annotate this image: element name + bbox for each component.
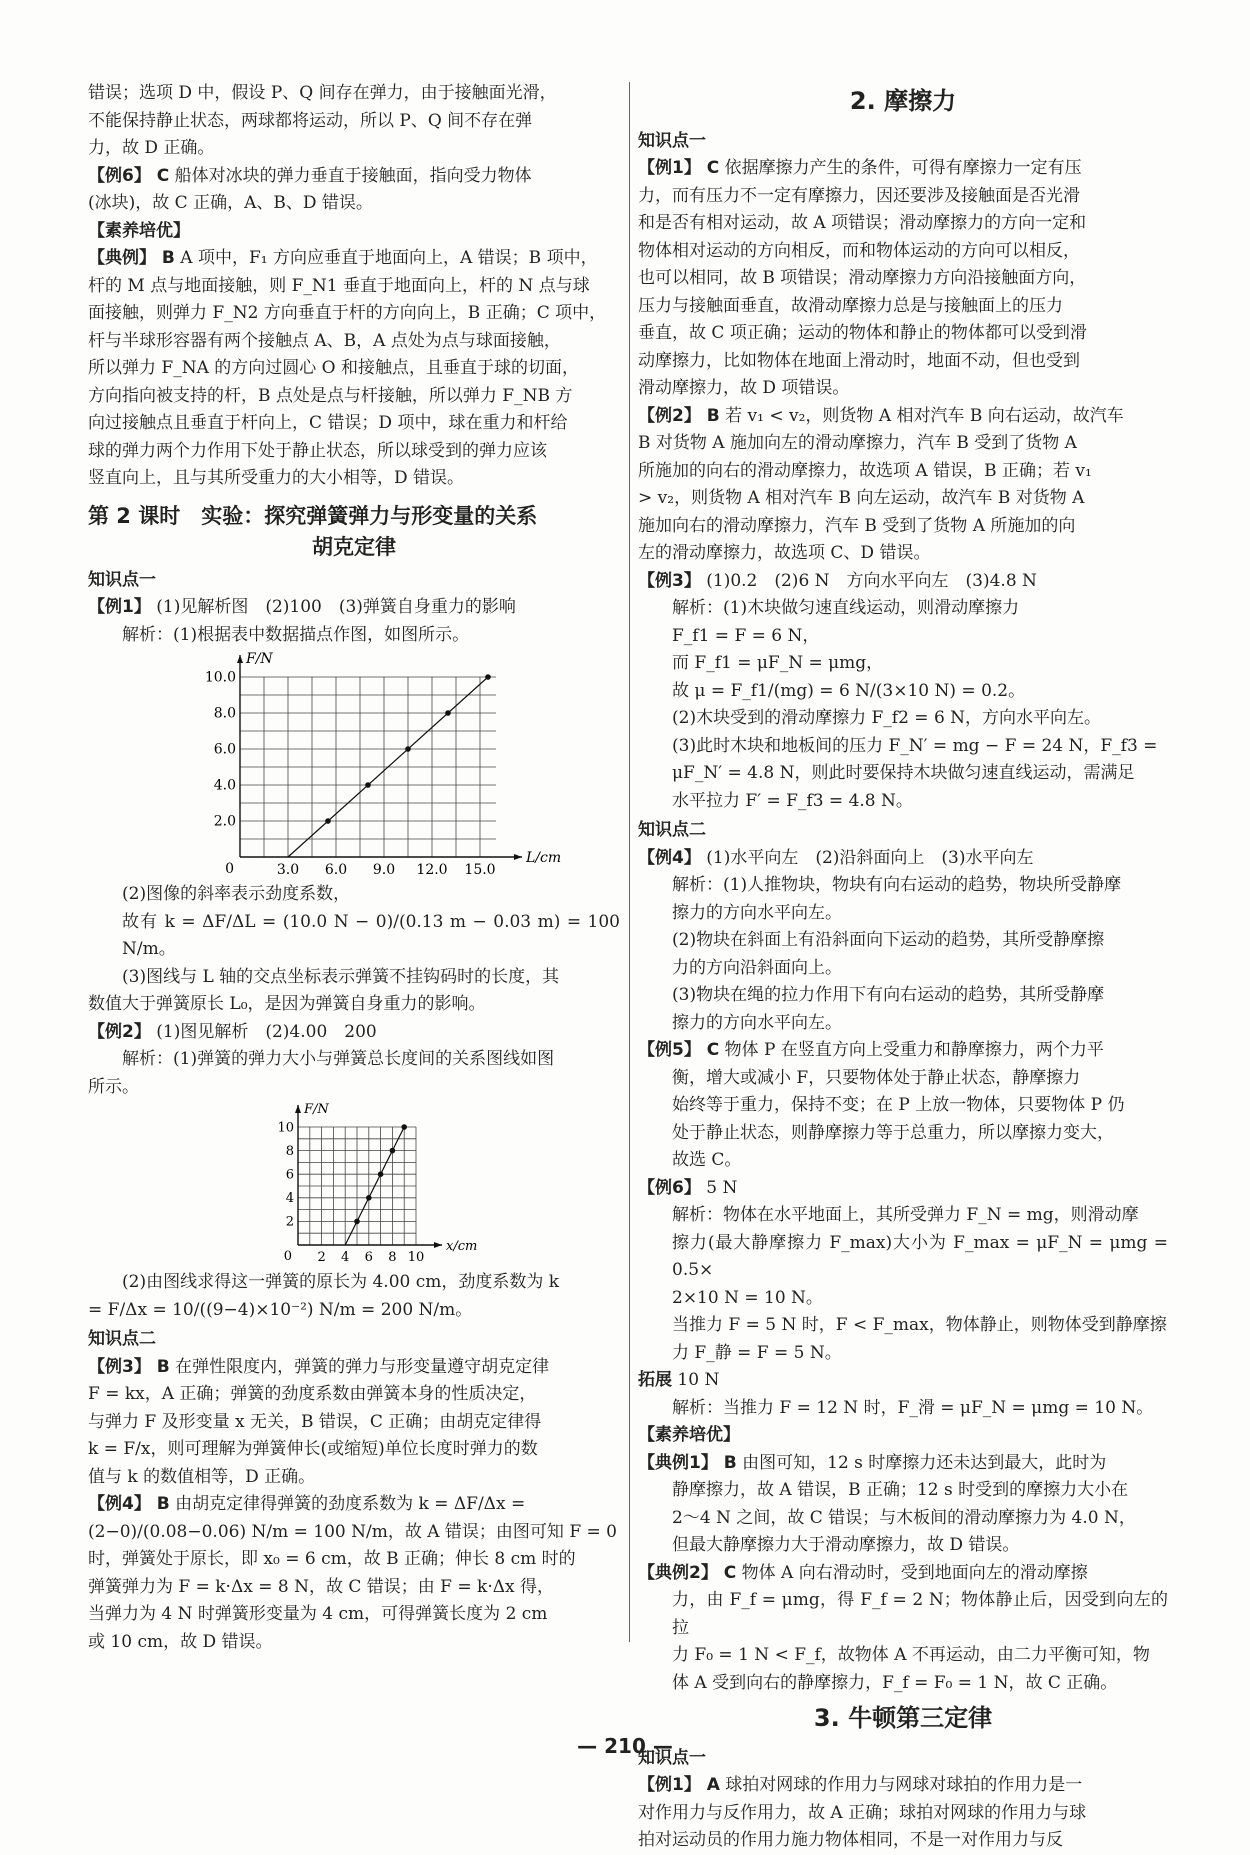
text-line: 和是否有相对运动，故 A 项错误；滑动摩擦力的方向一定和 [638, 213, 1087, 233]
text-line: 力，而有压力不一定有摩擦力，因还要涉及接触面是否光滑 [638, 185, 1080, 206]
x-tick-label: 3.0 [276, 862, 300, 878]
data-point [378, 1171, 384, 1177]
data-point [366, 1195, 372, 1201]
text-line: 擦力的方向水平向左。 [672, 902, 842, 923]
text-line: 力 F_静 = F = 5 N。 [672, 1342, 842, 1363]
text-line: 杆的 M 点与地面接触，则 F_N1 垂直于地面向上，杆的 N 点与球 [88, 275, 590, 296]
text-line: 2～4 N 之间，故 C 错误；与木板间的滑动摩擦力为 4.0 N， [672, 1507, 1136, 1528]
text-line: (3)此时木块和地板间的压力 F_N′ = mg − F = 24 N，F_f3 = [672, 735, 1158, 756]
text-line: 所以弹力 F_NA 的方向过圆心 O 和接触点，且垂直于球的切面， [88, 358, 579, 378]
x-tick-label: 9.0 [372, 862, 396, 878]
text-line: 拍对运动员的作用力施力物体相同，不是一对作用力与反 [638, 1830, 1063, 1850]
text-line: 力，由 F_f = μmg，得 F_f = 2 N；物体静止后，因受到向左的拉 [672, 1590, 1168, 1638]
text-line: B 对货物 A 施加向左的滑动摩擦力，汽车 B 受到了货物 A [638, 433, 1077, 453]
knowledge-point-heading: 知识点一 [638, 1747, 706, 1768]
right-column [638, 80, 1168, 1855]
text-line: 时，弹簧处于原长，即 x₀ = 6 cm，故 B 正确；伸长 8 cm 时的 [88, 1549, 576, 1569]
data-point [354, 1219, 360, 1225]
x-tick-label: 6 [364, 1250, 373, 1265]
knowledge-point-heading: 知识点二 [88, 1329, 156, 1349]
text-line: 所施加的向右的滑动摩擦力，故选项 A 错误，B 正确；若 v₁ [638, 460, 1092, 481]
section-label: 【素养培优】 [638, 1425, 740, 1445]
y-axis-arrow [237, 655, 243, 663]
data-point [405, 746, 411, 752]
text-line: (2)物块在斜面上有沿斜面向下运动的趋势，其所受静摩擦 [672, 930, 1105, 950]
x-axis-arrow [514, 854, 522, 860]
y-axis-label: F/N [246, 651, 273, 667]
equation: 而 F_f1 = μF_N = μmg， [672, 653, 884, 673]
text-line: (2−0)/(0.08−0.06) N/m = 100 N/m，故 A 错误；由图可知 F = 0 [88, 1521, 617, 1542]
x-axis-arrow [434, 1242, 442, 1248]
origin-label: 0 [283, 1249, 292, 1264]
text-line: 力，故 D 正确。 [88, 138, 215, 158]
text-line: 向过接触点且垂直于杆向上，C 错误；D 项中，球在重力和杆给 [88, 413, 568, 433]
text-line: 擦力的方向水平向左。 [672, 1012, 842, 1033]
text-line: > v₂，则货物 A 相对汽车 B 向左运动，故汽车 B 对货物 A [638, 488, 1085, 508]
text-line: (2)木块受到的滑动摩擦力 F_f2 = 6 N，方向水平向左。 [672, 708, 1102, 728]
text-line: 方向指向被支持的杆，B 点处是点与杆接触，所以弹力 F_NB 方 [88, 385, 573, 406]
x-tick-label: 10 [407, 1250, 425, 1265]
equation: F_f1 = F = 6 N， [672, 625, 820, 646]
example-6: 【例6】 5 N [638, 1177, 738, 1198]
text-line: 擦力(最大静摩擦力 F_max)大小为 F_max = μF_N = μmg = 0.5× [672, 1232, 1168, 1280]
equation: 故有 k = ΔF/ΔL = (10.0 N − 0)/(0.13 m − 0.03 m) = 100 N/m。 [122, 911, 620, 959]
text-line: 弹簧弹力为 F = k·Δx = 8 N，故 C 错误；由 F = k·Δx 得， [88, 1576, 555, 1597]
x-tick-label: 15.0 [464, 862, 496, 878]
text-line: 当弹力为 4 N 时弹簧形变量为 4 cm，可得弹簧长度为 2 cm [88, 1604, 548, 1624]
example-1: 【例1】 A 球拍对网球的作用力与网球对球拍的作用力是一 [638, 1775, 1083, 1795]
data-point [325, 818, 331, 824]
y-axis-label: F/N [304, 1102, 329, 1117]
text-line: 压力与接触面垂直，故滑动摩擦力总是与接触面上的压力 [638, 295, 1063, 316]
text-line: μF_N′ = 4.8 N，则此时要保持木块做匀速直线运动，需满足 [672, 763, 1135, 783]
y-tick-label: 6.0 [213, 741, 236, 758]
text-line: 滑动摩擦力，故 D 项错误。 [638, 378, 850, 398]
y-tick-label: 2 [285, 1214, 294, 1230]
text-line: 竖直向上，且与其所受重力的大小相等，D 错误。 [88, 468, 465, 488]
text-line: (2)图像的斜率表示劲度系数， [122, 884, 351, 904]
section-heading-friction: 2. 摩擦力 [849, 87, 957, 115]
text-line: 球的弹力两个力作用下处于静止状态，所以球受到的弹力应该 [88, 440, 547, 461]
example-label: 【例6】 C [88, 165, 170, 186]
analysis: 解析：物体在水平地面上，其所受弹力 F_N = mg，则滑动摩 [672, 1205, 1139, 1225]
analysis: 解析：(1)人推物块，物块有向右运动的趋势，物块所受静摩 [672, 875, 1122, 895]
x-axis-label: L/cm [526, 850, 562, 866]
analysis: 解析：(1)弹簧的弹力大小与弹簧总长度间的关系图线如图 [122, 1049, 555, 1069]
x-tick-label: 12.0 [416, 862, 448, 878]
example-6: 【例6】 C 船体对冰块的弹力垂直于接触面，指向受力物体 [88, 165, 532, 186]
text-line: (冰块)，故 C 正确，A、B、D 错误。 [88, 193, 373, 213]
text-line: 2×10 N = 10 N。 [672, 1287, 823, 1308]
data-point [445, 710, 451, 716]
x-tick-label: 2 [317, 1250, 326, 1265]
text-line: 不能保持静止状态，两球都将运动，所以 P、Q 间不存在弹 [88, 110, 533, 131]
chart-force-vs-extension [88, 1101, 620, 1269]
y-tick-label: 6 [285, 1167, 294, 1183]
knowledge-point-heading: 知识点一 [88, 569, 156, 590]
x-tick-label: 4 [341, 1250, 350, 1265]
example-3: 【例3】 B 在弹性限度内，弹簧的弹力与形变量遵守胡克定律 [88, 1356, 550, 1377]
typical-example: 【典例】 B A 项中，F₁ 方向应垂直于地面向上，A 错误；B 项中， [88, 248, 598, 268]
y-tick-label: 4.0 [213, 777, 236, 794]
text-line: 左的滑动摩擦力，故选项 C、D 错误。 [638, 543, 931, 563]
y-tick-label: 10 [277, 1120, 294, 1136]
text-line: 动摩擦力，比如物体在地面上滑动时，地面不动，但也受到 [638, 350, 1080, 371]
text-line: 体 A 受到向右的静摩擦力，F_f = F₀ = 1 N，故 C 正确。 [672, 1672, 1118, 1693]
page-number: — 210 — [577, 1734, 673, 1758]
text-line: k = F/x，则可理解为弹簧伸长(或缩短)单位长度时弹力的数 [88, 1439, 538, 1459]
x-tick-label: 8 [388, 1250, 397, 1265]
data-point [390, 1148, 396, 1154]
analysis: 解析：(1)根据表中数据描点作图，如图所示。 [122, 624, 470, 645]
text-line: F = kx，A 正确；弹簧的劲度系数由弹簧本身的性质决定， [88, 1384, 537, 1404]
text-line: 与弹力 F 及形变量 x 无关，B 错误，C 正确；由胡克定律得 [88, 1411, 542, 1432]
text-line: 垂直，故 C 项正确；运动的物体和静止的物体都可以受到滑 [638, 323, 1087, 343]
text-line: 但最大静摩擦力大于滑动摩擦力，故 D 错误。 [672, 1535, 1020, 1555]
text-line: 故选 C。 [672, 1150, 742, 1170]
text-line: 衡，增大或减小 F，只要物体处于静止状态，静摩擦力 [672, 1067, 1081, 1088]
y-axis-arrow [295, 1105, 301, 1113]
text-line: 所示。 [88, 1076, 139, 1097]
text-line: 值与 k 的数值相等，D 正确。 [88, 1466, 316, 1487]
y-tick-label: 2.0 [213, 813, 236, 830]
text-line: 面接触，则弹力 F_N2 方向垂直于杆的方向向上，B 正确；C 项中， [88, 303, 607, 323]
data-point [401, 1124, 407, 1130]
extension: 拓展 10 N [638, 1370, 720, 1390]
knowledge-point-heading: 知识点二 [638, 820, 706, 840]
y-tick-label: 4 [285, 1191, 294, 1207]
typical-example-2: 【典例2】 C 物体 A 向右滑动时，受到地面向左的滑动摩擦 [638, 1562, 1088, 1583]
text-line: 杆与半球形容器有两个接触点 A、B，A 点处为点与球面接触， [88, 330, 561, 351]
equation: = F/Δx = 10/((9−4)×10⁻²) N/m = 200 N/m。 [88, 1299, 473, 1320]
analysis: 解析：(1)木块做匀速直线运动，则滑动摩擦力 [672, 598, 1020, 618]
text-line: 或 10 cm，故 D 错误。 [88, 1631, 273, 1652]
text-line: (3)物块在绳的拉力作用下有向右运动的趋势，其所受静摩 [672, 985, 1105, 1005]
typical-example-1: 【典例1】 B 由图可知，12 s 时摩擦力还未达到最大，此时为 [638, 1452, 1107, 1473]
y-tick-label: 8.0 [213, 705, 236, 722]
y-tick-label: 8 [285, 1143, 294, 1159]
equation: 故 μ = F_f1/(mg) = 6 N/(3×10 N) = 0.2。 [672, 680, 1026, 701]
x-axis-label: x/cm [446, 1239, 478, 1254]
text-line: 施加向右的滑动摩擦力，汽车 B 受到了货物 A 所施加的向 [638, 515, 1076, 536]
text-line: 力 F₀ = 1 N < F_f，故物体 A 不再运动，由二力平衡可知，物 [672, 1645, 1150, 1665]
knowledge-point-heading: 知识点一 [638, 130, 706, 151]
origin-label: 0 [225, 861, 234, 877]
text-line: 对作用力与反作用力，故 A 正确；球拍对网球的作用力与球 [638, 1802, 1087, 1823]
chart-force-vs-length [88, 649, 620, 881]
text-line: 力的方向沿斜面向上。 [672, 957, 842, 978]
analysis: 解析：当推力 F = 12 N 时，F_滑 = μF_N = μmg = 10 N。 [672, 1397, 1154, 1418]
example-3: 【例3】 (1)0.2 (2)6 N 方向水平向左 (3)4.8 N [638, 570, 1037, 591]
left-column [88, 80, 620, 1656]
text-line: 水平拉力 F′ = F_f3 = 4.8 N。 [672, 790, 913, 811]
text-line: 始终等于重力，保持不变；在 P 上放一物体，只要物体 P 仍 [672, 1095, 1125, 1115]
example-1: 【例1】 C 依据摩擦力产生的条件，可得有摩擦力一定有压 [638, 158, 1082, 178]
section-heading-newton: 3. 牛顿第三定律 [813, 1704, 993, 1732]
data-point [485, 674, 491, 680]
section-label: 【素养培优】 [88, 220, 190, 241]
example-2: 【例2】 B 若 v₁ < v₂，则货物 A 相对汽车 B 向右运动，故汽车 [638, 405, 1124, 426]
x-tick-label: 6.0 [324, 862, 348, 878]
lesson-title: 第 2 课时 实验：探究弹簧弹力与形变量的关系 胡克定律 [88, 503, 538, 559]
example-label: 【典例】 B [88, 248, 175, 268]
example-1: 【例1】 (1)见解析图 (2)100 (3)弹簧自身重力的影响 [88, 597, 516, 617]
example-4: 【例4】 B 由胡克定律得弹簧的劲度系数为 k = ΔF/Δx = [88, 1494, 526, 1514]
column-divider [629, 82, 630, 1642]
text-line: 数值大于弹簧原长 L₀，是因为弹簧自身重力的影响。 [88, 994, 486, 1014]
text-line: 静摩擦力，故 A 错误，B 正确；12 s 时受到的摩擦力大小在 [672, 1480, 1129, 1500]
data-point [365, 782, 371, 788]
text-line: 错误；选项 D 中，假设 P、Q 间存在弹力，由于接触面光滑， [88, 83, 557, 103]
text-line: 物体相对运动的方向相反，而和物体运动的方向可以相反， [638, 240, 1080, 261]
text-line: 当推力 F = 5 N 时，F < F_max，物体静止，则物体受到静摩擦 [672, 1315, 1167, 1335]
example-4: 【例4】 (1)水平向左 (2)沿斜面向上 (3)水平向左 [638, 847, 1034, 868]
text-line: (3)图线与 L 轴的交点坐标表示弹簧不挂钩码时的长度，其 [122, 966, 560, 987]
example-5: 【例5】 C 物体 P 在竖直方向上受重力和静摩擦力，两个力平 [638, 1040, 1104, 1060]
y-tick-label: 10.0 [204, 669, 236, 686]
text-line: 处于静止状态，则静摩擦力等于总重力，所以摩擦力变大， [672, 1122, 1114, 1143]
text-line: (2)由图线求得这一弹簧的原长为 4.00 cm，劲度系数为 k [122, 1272, 560, 1292]
example-2: 【例2】 (1)图见解析 (2)4.00 200 [88, 1021, 377, 1042]
text-line: 也可以相同，故 B 项错误；滑动摩擦力方向沿接触面方向， [638, 268, 1087, 288]
